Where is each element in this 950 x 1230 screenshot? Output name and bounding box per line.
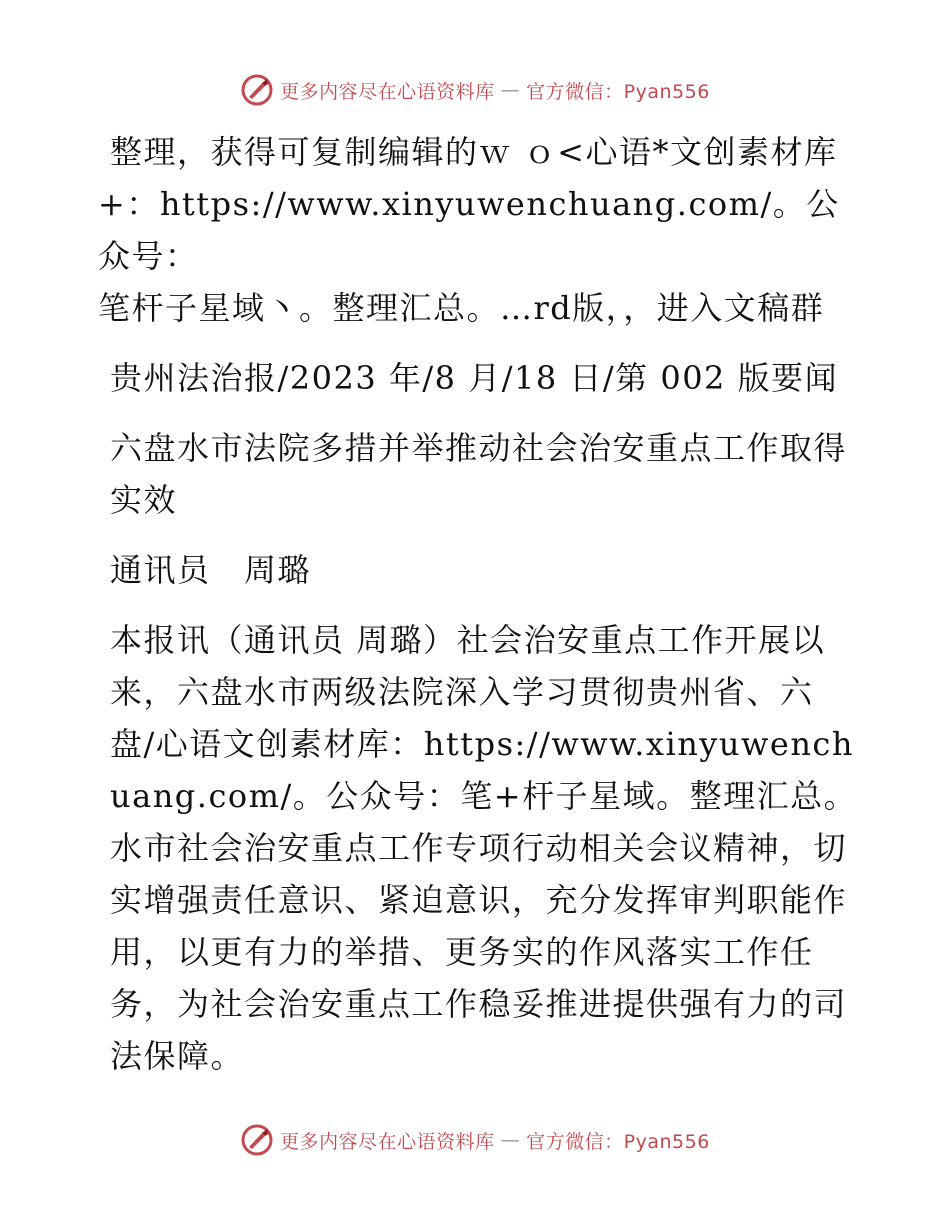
intro-line-3: 笔杆子星域丶。整理汇总。…rd版，，进入文稿群 (98, 289, 825, 327)
banner-wechat-text: 官方微信：Pyan556 (526, 80, 710, 103)
intro-line-1: 整理，获得可复制编辑的ｗ ｏ<心语*文创素材库 (110, 133, 838, 171)
banner-separator: — (500, 79, 521, 101)
header-banner (0, 70, 950, 110)
source-line: 贵州法治报/2023 年/8 月/18 日/第 002 版要闻 (110, 359, 839, 397)
footer-banner (0, 1120, 950, 1160)
article-byline: 通讯员 周璐 (110, 551, 312, 589)
banner-wechat-text: 官方微信：Pyan556 (526, 1130, 710, 1153)
banner-separator: — (500, 1129, 521, 1151)
intro-line-2: +：https://www.xinyuwenchuang.com/。公众号： (98, 185, 840, 275)
document-body (98, 126, 858, 1082)
quill-logo-icon (240, 1123, 274, 1157)
banner-main-text: 更多内容尽在心语资料库 (280, 80, 495, 103)
banner-main-text: 更多内容尽在心语资料库 (280, 1130, 495, 1153)
quill-logo-icon (240, 73, 274, 107)
article-headline: 六盘水市法院多措并举推动社会治安重点工作取得实效 (110, 429, 848, 519)
article-body: 本报讯（通讯员 周璐）社会治安重点工作开展以来，六盘水市两级法院深入学习贯彻贵州省、六盘/心语文创素材库：https://www.xinyuwenchuang.com/。公众号：笔+杆子星域。整理汇总。水市社会治安重点工作专项行动相关会议精神，切实增强责任意识、紧迫意识，充分发挥审判职能作用，以更有力的举措、更务实的作风落实工作任务，为社会治安重点工作稳妥推进提供强有力的司法保障。 (110, 621, 858, 1075)
